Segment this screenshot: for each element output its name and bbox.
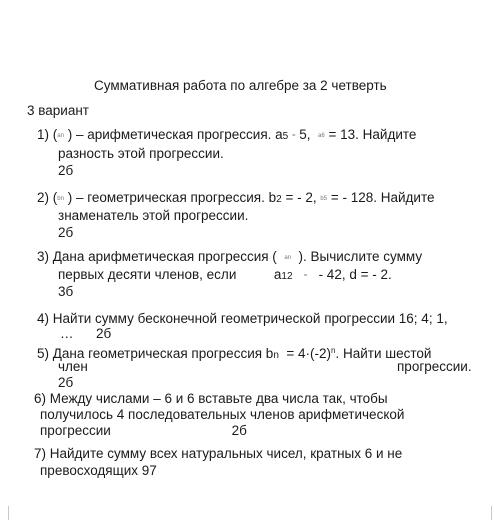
task-4-ellipsis: … (60, 326, 74, 341)
task-1-line-2: разность этой прогрессии. (58, 146, 224, 161)
task-2-line-1: 2) (bn ) – геометрическая прогрессия. b2 = - 2, b5 = - 128. Найдите (37, 190, 435, 205)
task-6-line-1: 6) Между числами – 6 и 6 вставьте два числа так, чтобы (34, 391, 388, 406)
task-1-value-1: 5, (299, 127, 311, 142)
task-4-number: 4) (37, 311, 50, 326)
task-3-number: 3) (37, 249, 50, 264)
task-1-line-1: 1) (an ) – арифметическая прогрессия. a5 = 5, a6 = 13. Найдите (37, 127, 417, 142)
task-2-text-a: ) – геометрическая прогрессия. b (67, 190, 277, 205)
page-title: Суммативная работа по алгебре за 2 четверть (94, 78, 387, 93)
task-5-tail: . Найти шестой (335, 346, 432, 361)
task-3-line-2 (58, 266, 392, 286)
task-1-points: 2б (58, 163, 74, 178)
task-2-seq: b (57, 196, 61, 202)
task-3-tail: - 42, d = - 2. (318, 267, 392, 282)
task-6-text-3: прогрессии (40, 423, 111, 438)
task-6-points: 2б (231, 423, 247, 438)
task-5-line-2a: член (58, 359, 88, 374)
scan-corner-right (479, 506, 492, 520)
scan-corner-left (8, 506, 21, 520)
task-5-line-1 (37, 342, 431, 365)
task-2-seq-2: b (320, 196, 324, 202)
task-2-seq-sub: n (60, 196, 64, 202)
task-6-line-2: получилось 4 последовательных членов арифметической (40, 407, 405, 422)
task-5-points: 2б (58, 375, 74, 390)
task-2-text-b: = - 2, (285, 190, 317, 205)
task-2-points: 2б (58, 225, 74, 240)
task-1-text-b: = 13. Найдите (328, 127, 417, 142)
task-1-seq-2: a (318, 133, 322, 139)
task-1-number: 1) (37, 127, 50, 142)
task-3-seq: a (284, 255, 288, 261)
task-7-line-2: превосходящих 97 (40, 463, 157, 478)
task-1-index-1: 5 (282, 131, 289, 142)
task-2-line-2: знаменатель этой прогрессии. (58, 208, 249, 223)
task-4-line-2 (60, 325, 111, 343)
task-3-text: Дана арифметическая прогрессия ( (52, 249, 277, 264)
task-5-line-2b: прогрессии. (397, 359, 472, 374)
task-3-eq: = (303, 273, 308, 279)
task-3-a: a (273, 267, 282, 282)
task-7-line-1: 7) Найдите сумму всех натуральных чисел, кратных 6 и не (34, 446, 403, 461)
task-5-text: Дана геометрическая прогрессия b (52, 346, 274, 361)
task-3-text-end: ). Вычислите сумму (298, 249, 423, 264)
task-3-seq-sub: n (287, 255, 292, 261)
task-1-seq-2-sub: 6 (321, 133, 325, 139)
task-3-index: 12 (281, 271, 293, 282)
task-4-text: Найти сумму бесконечной геометрической прогрессии 16; 4; 1, (52, 311, 448, 326)
task-1-seq-sub: n (60, 133, 64, 139)
task-3-line-1 (37, 248, 422, 267)
task-2-number: 2) (37, 190, 50, 205)
task-2-index-1: 2 (276, 194, 282, 205)
task-2-text-c: = - 128. Найдите (330, 190, 435, 205)
task-5-exponent: n (331, 346, 336, 355)
task-4-points: 2б (96, 326, 112, 341)
task-5-number: 5) (37, 346, 50, 361)
task-1-eq: = (291, 133, 296, 139)
variant-heading: 3 вариант (27, 103, 89, 118)
task-1-seq: a (57, 133, 61, 139)
task-1-text-a: ) – арифметическая прогрессия. a (67, 127, 283, 142)
task-2-seq-2-sub: 5 (323, 196, 328, 202)
task-3-points: 3б (58, 284, 74, 299)
task-5-index: n (273, 350, 279, 361)
task-3-text-2: первых десяти членов, если (58, 267, 237, 282)
task-5-formula: = 4·(-2) (286, 346, 332, 361)
task-6-line-3 (40, 422, 247, 440)
